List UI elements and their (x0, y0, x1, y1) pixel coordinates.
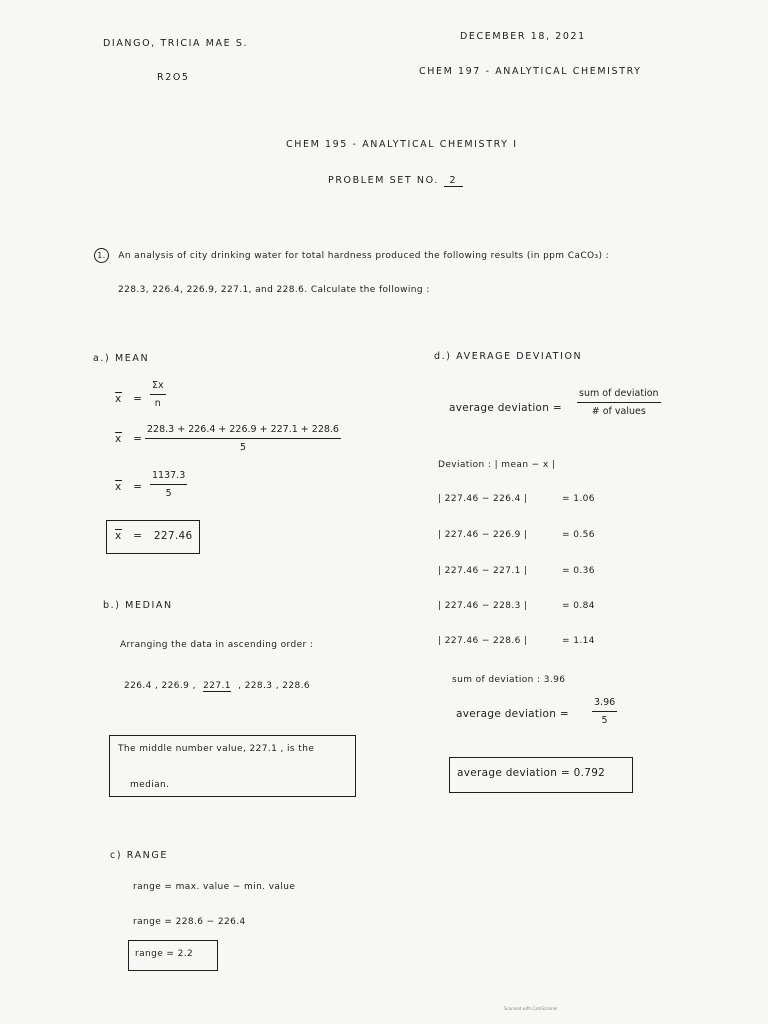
deviation-row: | 227.46 − 227.1 | = 0.36 (438, 566, 595, 576)
fraction-bar (150, 394, 166, 395)
avgdev-calc-den: 5 (601, 715, 608, 726)
mean-formula-fraction (150, 380, 166, 409)
deviation-row: | 227.46 − 228.6 | = 1.14 (438, 636, 595, 646)
avgdev-calc-fraction (592, 697, 617, 726)
mean-formula-num: Σx (152, 380, 164, 391)
mean-sum-den: 5 (239, 442, 247, 453)
page-title: CHEM 195 - ANALYTICAL CHEMISTRY I (286, 139, 518, 150)
problem-line-1 (94, 248, 609, 263)
range-result-box (128, 940, 218, 971)
mean-heading: a.) MEAN (93, 353, 150, 364)
mean-formula-den: n (154, 398, 161, 409)
median-result-line-2: median. (130, 780, 170, 790)
problem-set-label (328, 175, 463, 186)
fraction-bar (577, 402, 661, 403)
avgdev-formula-den: # of values (591, 406, 646, 417)
median-result-box (109, 735, 356, 797)
student-name: DIANGO, TRICIA MAE S. (103, 38, 249, 49)
mean-result: x = 227.46 (115, 530, 193, 542)
deviation-definition: Deviation : | mean − x | (438, 460, 556, 470)
fraction-bar (150, 484, 187, 485)
avgdev-formula-fraction (577, 388, 661, 417)
range-heading: c) RANGE (110, 850, 168, 861)
fraction-bar (145, 438, 341, 439)
median-middle-value: 227.1 (203, 681, 231, 691)
median-instruction: Arranging the data in ascending order : (120, 640, 314, 650)
median-values-left: 226.4 , 226.9 , (124, 681, 196, 691)
median-values-right: , 228.3 , 228.6 (238, 681, 310, 691)
median-heading: b.) MEDIAN (103, 600, 173, 611)
median-result-line-1: The middle number value, 227.1 , is the (118, 744, 315, 754)
deviation-row: | 227.46 − 228.3 | = 0.84 (438, 601, 595, 611)
mean-total-den: 5 (165, 488, 172, 499)
mean-total-fraction (150, 470, 187, 499)
mean-xbar-3: x = (115, 481, 143, 493)
fraction-bar (592, 711, 617, 712)
mean-sum-num: 228.3 + 226.4 + 226.9 + 227.1 + 228.6 (147, 424, 339, 435)
problem-set-prefix: PROBLEM SET NO. (328, 175, 439, 186)
avgdev-formula-label: average deviation = (449, 402, 562, 414)
problem-number-badge: 1. (94, 248, 109, 263)
mean-sum-fraction (145, 424, 341, 453)
avgdev-result-box (449, 757, 633, 793)
deviation-row: | 227.46 − 226.4 | = 1.06 (438, 494, 595, 504)
mean-xbar-1: x = (115, 393, 143, 405)
avgdev-calc-label: average deviation = (456, 708, 569, 720)
section: R2O5 (157, 72, 190, 83)
range-result: range = 2.2 (135, 949, 194, 959)
avgdev-heading: d.) AVERAGE DEVIATION (434, 351, 583, 362)
median-sorted-values (124, 681, 310, 691)
mean-total-num: 1137.3 (152, 470, 186, 481)
mean-xbar-2: x = (115, 433, 143, 445)
avgdev-result: average deviation = 0.792 (457, 767, 606, 779)
sum-of-deviation: sum of deviation : 3.96 (452, 675, 566, 685)
avgdev-calc-num: 3.96 (594, 697, 616, 708)
scanner-watermark: Scanned with CamScanner (504, 1006, 558, 1011)
mean-result-box (106, 520, 200, 554)
range-formula: range = max. value − min. value (133, 882, 296, 892)
avgdev-formula-num: sum of deviation (579, 388, 659, 399)
problem-set-number: 2 (444, 175, 464, 187)
course-header: CHEM 197 - ANALYTICAL CHEMISTRY (419, 66, 642, 77)
range-substitution: range = 228.6 − 226.4 (133, 917, 246, 927)
problem-text-1: An analysis of city drinking water for total hardness produced the following results (in ppm CaCO₃) : (118, 251, 610, 261)
date: DECEMBER 18, 2021 (460, 31, 586, 42)
deviation-row: | 227.46 − 226.9 | = 0.56 (438, 530, 595, 540)
problem-line-2: 228.3, 226.4, 226.9, 227.1, and 228.6. Calculate the following : (118, 285, 430, 295)
